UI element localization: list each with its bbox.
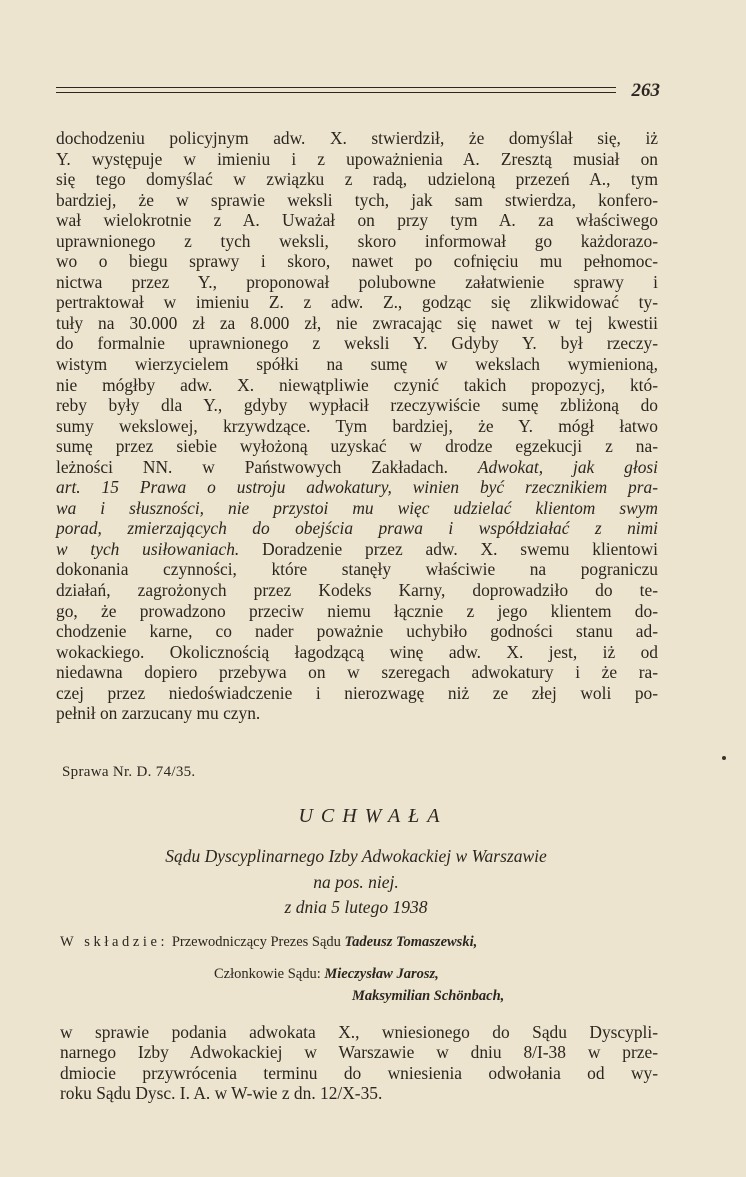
text-run: wo o biegu sprawy i skoro, nawet po cofnięciu mu pełnomoc- <box>56 251 658 272</box>
court-composition <box>60 934 680 951</box>
resolution-title: UCHWAŁA <box>298 805 448 827</box>
text-line <box>56 580 658 601</box>
text-line <box>56 621 658 642</box>
header-rule-bottom <box>56 92 616 93</box>
text-run: wistym wierzycielem spółki na sumę w wekslach wymienioną, <box>56 354 658 375</box>
text-line: narnego Izby Adwokackiej w Warszawie w dniu 8/I-38 w prze- <box>60 1042 658 1063</box>
text-run: chodzenie karne, co nader poważnie uchybiło godności stanu ad- <box>56 621 658 642</box>
text-line <box>56 683 658 704</box>
text-line <box>56 231 658 252</box>
text-line: w sprawie podania adwokata X., wniesionego do Sądu Dyscypli- <box>60 1022 658 1042</box>
text-run: tuły na 30.000 zł za 8.000 zł, nie zwracając się nawet w tej kwestii <box>56 312 658 333</box>
italic-run: Adwokat, jak głosi <box>477 456 658 477</box>
text-line <box>56 662 658 683</box>
header-rule-top <box>56 87 616 88</box>
text-run: dokonania czynności, które stanęły właściwie na pograniczu <box>56 559 658 580</box>
text-line <box>56 375 658 396</box>
text-line <box>56 333 658 354</box>
member-name: Maksymilian Schönbach, <box>352 988 505 1004</box>
final-paragraph <box>60 1022 658 1103</box>
text-line <box>56 416 658 437</box>
text-line <box>56 518 658 539</box>
text-run: wokackiego. Okolicznością łagodzącą winę adw. X. jest, iż od <box>56 641 658 662</box>
italic-run: porad, zmierzających do obejścia prawa i współdziałać z nimi <box>56 518 658 539</box>
text-run: bardziej, że w sprawie weksli tych, jak sam stwierdza, konfero- <box>56 189 658 210</box>
member-name: Mieczysław Jarosz, <box>324 966 439 982</box>
text-run: sumy wekslowej, krzywdzące. Tym bardziej, że Y. mógł łatwo <box>56 415 658 436</box>
text-line <box>56 436 658 457</box>
text-run: Doradzenie przez adw. X. swemu klientowi <box>239 538 658 559</box>
text-run: go, że prowadzono przeciw niemu łącznie z jego klientem do- <box>56 600 658 621</box>
text-line <box>56 354 658 375</box>
text-run: uprawnionego z tych weksli, skoro informował go każdorazo- <box>56 230 658 251</box>
chair-name: Tadeusz Tomaszewski, <box>344 934 478 950</box>
text-line <box>56 601 658 622</box>
text-line <box>56 272 658 293</box>
italic-run: art. 15 Prawa o ustroju adwokatury, winien być rzecznikiem pra- <box>56 477 658 498</box>
text-run: Y. występuje w imieniu i z upoważnienia A. Zresztą musiał on <box>56 148 658 169</box>
resolution-date: z dnia 5 lutego 1938 <box>284 897 428 917</box>
text-line <box>56 190 658 211</box>
text-run: działań, zagrożonych przez Kodeks Karny, doprowadziło do te- <box>56 580 658 601</box>
italic-run: wa i słuszności, nie przystoi mu więc udzielać klientom swym <box>56 497 658 518</box>
text-line <box>56 149 658 170</box>
text-run: reby były dla Y., gdyby wypłacił rzeczywiście sumę zbliżoną do <box>56 395 658 416</box>
text-line <box>56 128 658 149</box>
text-run: niedawna dopiero przebywa on w szeregach adwokatury i że ra- <box>56 662 658 683</box>
text-line <box>56 313 658 334</box>
text-run: nie mógłby adw. X. niewątpliwie czynić takich propozycj, któ- <box>56 374 658 395</box>
text-line <box>56 292 658 313</box>
print-speck <box>722 756 726 760</box>
page-number: 263 <box>631 80 660 101</box>
text-line <box>56 539 658 560</box>
text-line <box>56 642 658 663</box>
resolution-court: Sądu Dyscyplinarnego Izby Adwokackiej w Warszawie <box>165 846 547 866</box>
court-members <box>214 966 439 983</box>
text-run: do formalnie uprawnionego z weksli Y. Gdyby Y. był rzeczy- <box>56 333 658 354</box>
text-run: się tego domyślać w związku z radą, udzieloną przezeń A., tym <box>56 169 658 190</box>
chair-role: Przewodniczący Prezes Sądu <box>171 934 341 950</box>
court-members-cont <box>352 988 504 1005</box>
text-line <box>56 210 658 231</box>
text-run: leżności NN. w Państwowych Zakładach. <box>56 456 478 477</box>
text-line: dmiocie przywrócenia terminu do wniesienia odwołania od wy- <box>60 1062 658 1083</box>
text-run: czej przez niedoświadczenie i nierozwagę niż ze złej woli po- <box>56 682 658 703</box>
text-line <box>56 703 658 724</box>
text-line <box>56 498 658 519</box>
text-line <box>56 477 658 498</box>
text-line <box>56 395 658 416</box>
text-run: pełnił on zarzucany mu czyn. <box>56 703 261 724</box>
text-line <box>56 559 658 580</box>
text-run: dochodzeniu policyjnym adw. X. stwierdził, że domyślał się, iż <box>56 128 658 148</box>
text-line <box>56 251 658 272</box>
page-header <box>56 78 660 104</box>
text-run: nictwa przez Y., proponował polubowne załatwienie sprawy i <box>56 271 658 292</box>
text-line <box>56 169 658 190</box>
case-reference: Sprawa Nr. D. 74/35. <box>62 764 196 780</box>
text-run: wał wielokrotnie z A. Uważał on przy tym A. za właściwego <box>56 210 658 231</box>
text-line <box>56 457 658 478</box>
members-label: Członkowie Sądu: <box>214 966 321 982</box>
composition-label: W składzie: <box>60 934 169 950</box>
text-run: pertraktował w imieniu Z. z adw. Z., godząc się zlikwidować ty- <box>56 292 658 313</box>
body-paragraph <box>56 128 658 724</box>
italic-run: w tych usiłowaniach. <box>56 538 240 559</box>
text-line: roku Sądu Dysc. I. A. w W-wie z dn. 12/X-35. <box>60 1082 383 1103</box>
resolution-session: na pos. niej. <box>313 872 399 892</box>
text-run: sumę przez siebie wyłożoną uzyskać w drodze egzekucji z na- <box>56 436 658 457</box>
